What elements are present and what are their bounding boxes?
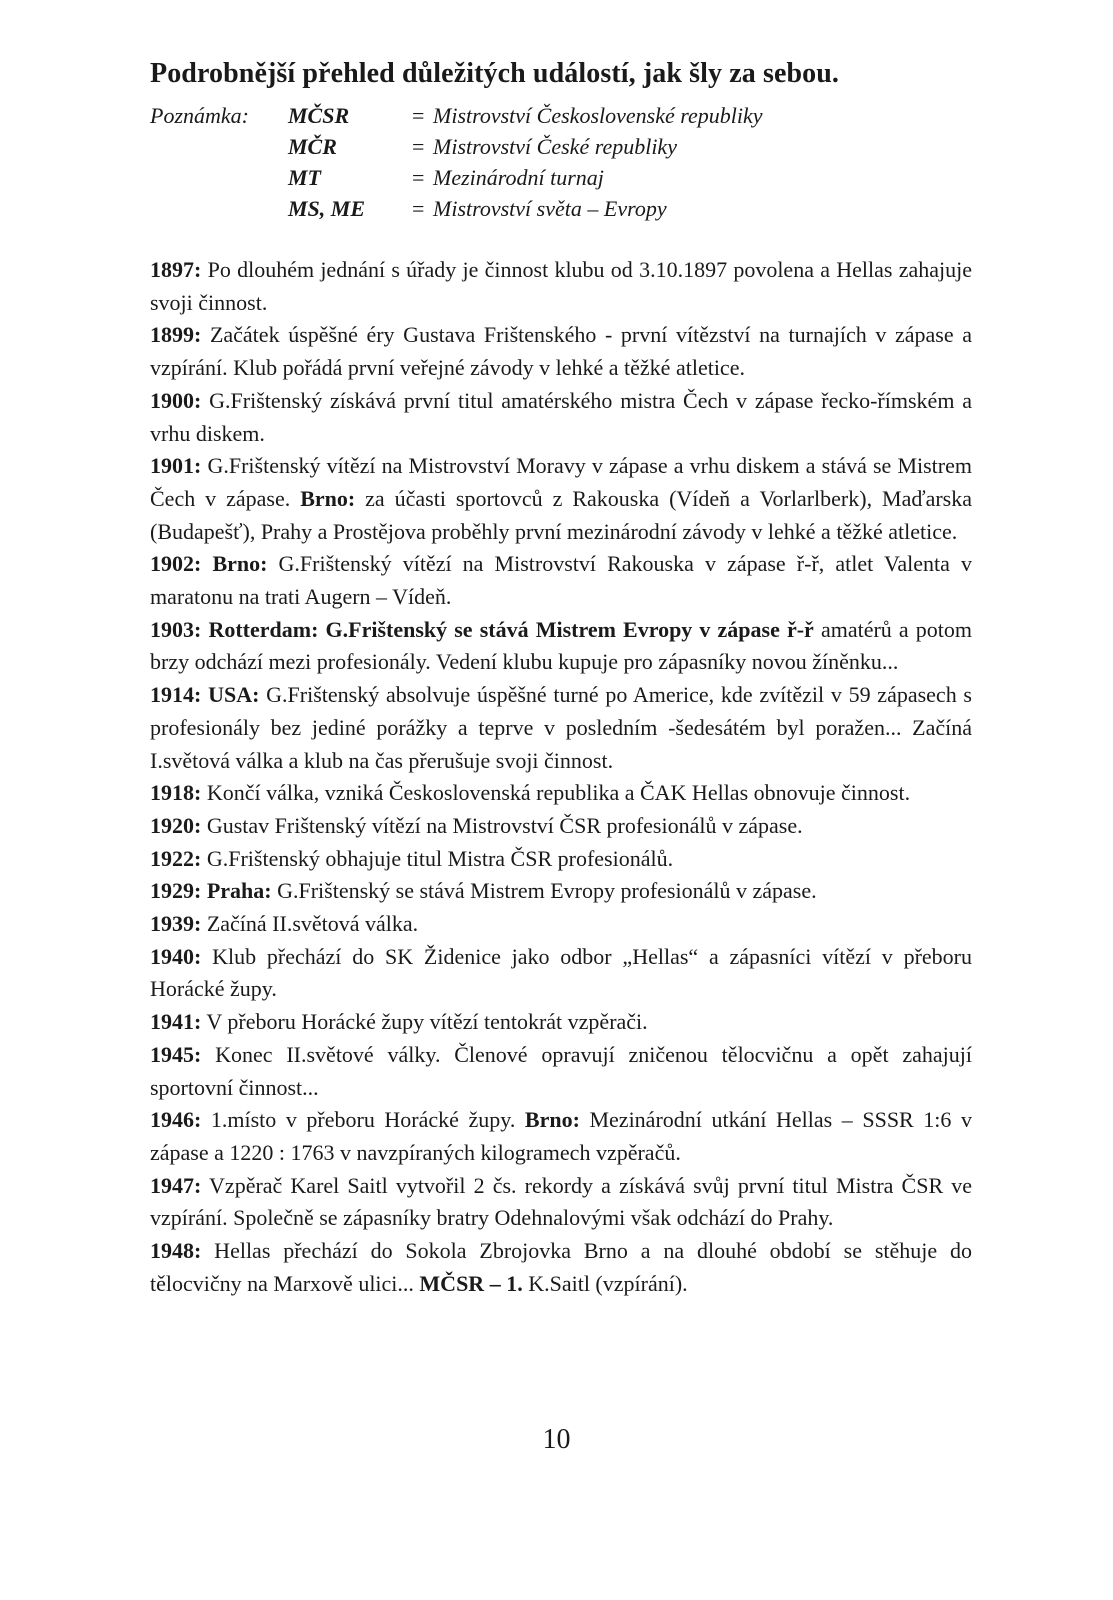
- note-equals: =: [412, 165, 425, 190]
- note-abbreviation: MČR: [288, 134, 337, 159]
- entry-text: Hellas přechází do Sokola Zbrojovka Brno a na dlouhé období se stěhuje do tělocvičny na Marxově ulici...: [150, 1238, 972, 1296]
- timeline-entry: [150, 614, 972, 679]
- timeline-entry: [150, 385, 972, 450]
- timeline-entry: [150, 1170, 972, 1235]
- entry-text: Konec II.světové války. Členové opravují zničenou tělocvičnu a opět zahajují sportovní činnost...: [150, 1041, 972, 1100]
- entry-year: 1947:: [150, 1172, 202, 1198]
- entry-year: 1941:: [150, 1009, 202, 1035]
- entry-year: 1946:: [150, 1107, 202, 1133]
- timeline-entry: [150, 679, 972, 777]
- note-equals: =: [412, 196, 425, 221]
- entry-year: 1948:: [150, 1238, 202, 1264]
- entry-year: 1899:: [150, 322, 202, 348]
- timeline-entry: [150, 319, 972, 384]
- entry-text: Začíná II.světová válka.: [201, 911, 419, 937]
- entry-bold-text: USA:: [208, 682, 260, 708]
- page-heading: Podrobnější přehled důležitých událostí, jak šly za sebou.: [150, 58, 840, 89]
- entry-bold-text: Brno:: [212, 551, 268, 577]
- entry-text: G.Frištenský vítězí na Mistrovství Rakouska v zápase ř-ř, atlet Valenta v maratonu na trati Augern – Vídeň.: [150, 551, 973, 610]
- entry-text: 1.místo v přeboru Horácké župy.: [201, 1107, 525, 1133]
- note-equals: =: [412, 134, 425, 159]
- timeline-entry: [150, 908, 972, 941]
- timeline-entry: [150, 810, 972, 843]
- entry-text: Gustav Frištenský vítězí na Mistrovství ČSR profesionálů v zápase.: [201, 812, 803, 838]
- entry-year: 1901:: [150, 453, 202, 479]
- entry-text: G.Frištenský získává první titul amatérského mistra Čech v zápase řecko-římském a vrhu diskem.: [150, 387, 972, 446]
- timeline-entry: [150, 450, 972, 548]
- entry-text: V přeboru Horácké župy vítězí tentokrát vzpěrači.: [201, 1009, 648, 1035]
- entry-bold-text: Brno:: [300, 485, 356, 511]
- entry-text: za účasti sportovců z Rakouska (Vídeň a Vorlarlberk), Maďarska (Budapešť), Prahy a Prostějova proběhly první mezinárodní závody v lehké a těžké atletice.: [150, 485, 972, 544]
- note-definition: Mistrovství České republiky: [433, 134, 677, 159]
- entry-text: [201, 551, 212, 576]
- note-abbreviation: MT: [288, 165, 321, 190]
- entry-text: G.Frištenský se stává Mistrem Evropy profesionálů v zápase.: [271, 878, 817, 904]
- timeline-entry: [150, 1104, 972, 1169]
- entry-text: K.Saitl (vzpírání).: [522, 1270, 688, 1296]
- entry-text: Klub přechází do SK Židenice jako odbor „Hellas“ a zápasníci vítězí v přeboru Horácké župy.: [150, 943, 972, 1002]
- entry-text: amatérů a potom brzy odchází mezi profesionály. Vedení klubu kupuje pro zápasníky novou žíněnku...: [150, 616, 973, 675]
- entry-bold-text: Praha:: [206, 878, 272, 904]
- entry-year: 1897:: [150, 257, 202, 282]
- entry-year: 1945:: [150, 1041, 202, 1067]
- timeline-entry: [150, 1006, 972, 1039]
- entry-text: Končí válka, vzniká Československá republika a ČAK Hellas obnovuje činnost.: [201, 780, 911, 806]
- entry-year: 1918:: [150, 780, 202, 806]
- entry-year: 1914:: [150, 682, 202, 708]
- entry-year: 1900:: [150, 387, 202, 413]
- entry-text: Mezinárodní utkání Hellas – SSSR 1:6 v zápase a 1220 : 1763 v navzpíraných kilogramech vzpěračů.: [150, 1107, 972, 1165]
- entry-text: G.Frištenský obhajuje titul Mistra ČSR profesionálů.: [201, 845, 674, 871]
- timeline-entry: [150, 548, 972, 613]
- note-abbreviation: MS, ME: [288, 196, 366, 221]
- entry-year: 1920:: [150, 812, 202, 838]
- timeline-entries: [150, 254, 972, 1301]
- entry-year: 1929:: [150, 878, 202, 904]
- timeline-entry: [150, 1235, 972, 1300]
- note-definition: Mezinárodní turnaj: [433, 165, 604, 190]
- entry-bold-text: Brno:: [524, 1107, 580, 1133]
- entry-year: 1922:: [150, 845, 202, 871]
- note-equals: =: [412, 103, 425, 128]
- entry-text: Začátek úspěšné éry Gustava Frištenského - první vítězství na turnajích v zápase a vzpírání. Klub pořádá první veřejné závody v lehké a těžké atletice.: [150, 322, 972, 381]
- note-abbreviation: MČSR: [288, 103, 350, 128]
- entry-year: 1902:: [150, 551, 202, 577]
- entry-text: Vzpěrač Karel Saitl vytvořil 2 čs. rekordy a získává svůj první titul Mistra ČSR ve vzpírání. Společně se zápasníky bratry Odehnalovými však odchází do Prahy.: [150, 1172, 972, 1231]
- note-prefix: Poznámka:: [150, 103, 249, 128]
- timeline-entry: [150, 254, 972, 319]
- entry-text: Po dlouhém jednání s úřady je činnost klubu od 3.10.1897 povolena a Hellas zahajuje svoji činnost.: [150, 257, 972, 315]
- timeline-entry: [150, 941, 972, 1006]
- entry-bold-text: MČSR – 1.: [419, 1270, 523, 1296]
- entry-text: G.Frištenský absolvuje úspěšné turné po Americe, kde zvítězil v 59 zápasech s profesionály bez jediné porážky a teprve v posledním -šedesátém byl poražen... Začíná I.světová válka a klub na čas přerušuje svoji činnost.: [150, 682, 972, 773]
- timeline-entry: [150, 777, 972, 810]
- timeline-entry: [150, 875, 972, 908]
- entry-year: 1939:: [150, 911, 202, 937]
- entry-text: G.Frištenský vítězí na Mistrovství Moravy v zápase a vrhu diskem a stává se Mistrem Čech v zápase.: [150, 453, 972, 511]
- entry-bold-text: Rotterdam: G.Frištenský se stává Mistrem Evropy v zápase ř-ř: [208, 616, 814, 642]
- note-definition: Mistrovství Československé republiky: [433, 103, 763, 128]
- timeline-entry: [150, 1039, 972, 1104]
- page-number: 10: [542, 1424, 571, 1455]
- note-definition: Mistrovství světa – Evropy: [433, 196, 667, 221]
- timeline-entry: [150, 843, 972, 876]
- entry-year: 1903:: [150, 616, 202, 642]
- entry-year: 1940:: [150, 943, 202, 969]
